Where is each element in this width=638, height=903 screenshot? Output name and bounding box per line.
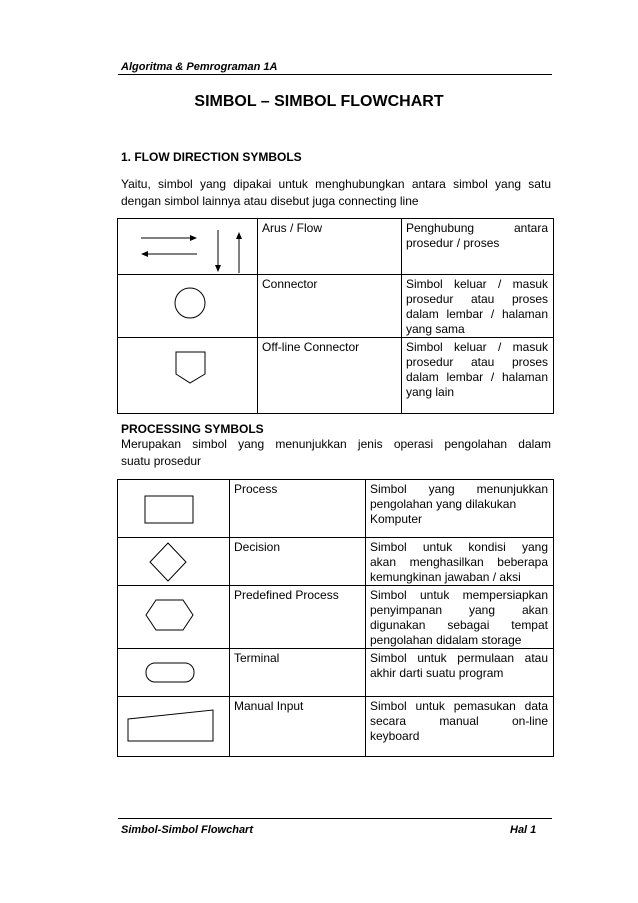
symbol-cell [118,538,230,586]
symbol-description [366,538,554,586]
symbol-cell [118,219,258,275]
description-line: prosedur atau proses [406,292,548,306]
symbol-cell [118,697,230,757]
symbol-name: Predefined Process [230,586,366,649]
symbol-description [402,275,554,338]
intro-line: suatu prosedur [121,454,202,468]
table-row [118,338,554,414]
manual-input-icon [118,697,230,757]
description-line: Penghubung antara [406,221,548,235]
symbol-cell [118,649,230,697]
description-line: Simbol untuk kondisi yang [370,540,548,554]
process-rectangle-icon [118,480,230,538]
section-heading-flow-direction: 1. FLOW DIRECTION SYMBOLS [121,150,302,164]
description-line: pengolahan yang dilakukan [370,497,517,511]
arrows-icon [118,219,258,275]
description-line: secara manual on-line [370,714,548,728]
page-number: Hal 1 [510,824,537,836]
intro-line: Merupakan simbol yang menunjukkan jenis operasi pengolahan dalam [121,437,551,451]
symbol-name: Manual Input [230,697,366,757]
symbol-description [366,480,554,538]
symbol-cell [118,480,230,538]
section1-intro [121,176,551,210]
description-line: dalam lembar / halaman [406,370,548,384]
table-row [118,219,554,275]
circle-connector-icon [118,275,258,335]
description-line: yang lain [406,385,455,399]
description-line: pengolahan didalam storage [370,633,522,647]
decision-diamond-icon [118,538,230,586]
description-line: Simbol untuk mempersiapkan [370,588,548,602]
description-line: Simbol yang menunjukkan [370,482,548,496]
symbol-name: Decision [230,538,366,586]
table-row [118,649,554,697]
description-line: kemungkinan jawaban / aksi [370,570,521,584]
symbol-name: Process [230,480,366,538]
symbol-cell [118,275,258,338]
symbol-description [366,697,554,757]
flow-direction-table [117,218,554,414]
symbol-description [402,219,554,275]
section2-intro [121,436,551,470]
symbol-name: Off-line Connector [258,338,402,414]
symbol-description [402,338,554,414]
table-row [118,538,554,586]
description-line: digunakan sebagai tempat [370,618,548,632]
terminal-rounded-icon [118,649,230,697]
running-header: Algoritma & Pemrograman 1A [121,61,278,73]
page-title: SIMBOL – SIMBOL FLOWCHART [194,93,444,110]
description-line: keyboard [370,729,420,743]
description-line: Simbol untuk permulaan atau [370,651,548,665]
description-line: Simbol keluar / masuk [406,340,548,354]
intro-line: dengan simbol lainnya atau disebut juga connecting line [121,194,419,208]
description-line: yang sama [406,322,465,336]
symbol-name: Connector [258,275,402,338]
symbol-description [366,649,554,697]
table-row [118,480,554,538]
description-line: Simbol untuk pemasukan data [370,699,548,713]
footer-rule [118,818,552,819]
table-row [118,275,554,338]
predefined-process-hexagon-icon [118,586,230,646]
symbol-cell [118,586,230,649]
intro-line: Yaitu, simbol yang dipakai untuk menghubungkan antara simbol yang satu [121,177,551,191]
offpage-connector-icon [118,338,258,414]
footer-title: Simbol-Simbol Flowchart [121,824,254,836]
description-line: Komputer [370,512,423,526]
table-row [118,586,554,649]
processing-table [117,479,554,757]
symbol-cell [118,338,258,414]
description-line: prosedur / proses [406,236,500,250]
symbol-description [366,586,554,649]
description-line: akhir darti suatu program [370,666,504,680]
table-row [118,697,554,757]
description-line: dalam lembar / halaman [406,307,548,321]
description-line: Simbol keluar / masuk [406,277,548,291]
symbol-name: Terminal [230,649,366,697]
symbol-name: Arus / Flow [258,219,402,275]
description-line: penyimpanan yang akan [370,603,548,617]
header-rule [118,74,552,75]
description-line: akan menghasilkan beberapa [370,555,548,569]
description-line: prosedur atau proses [406,355,548,369]
section-heading-processing: PROCESSING SYMBOLS [121,422,264,436]
